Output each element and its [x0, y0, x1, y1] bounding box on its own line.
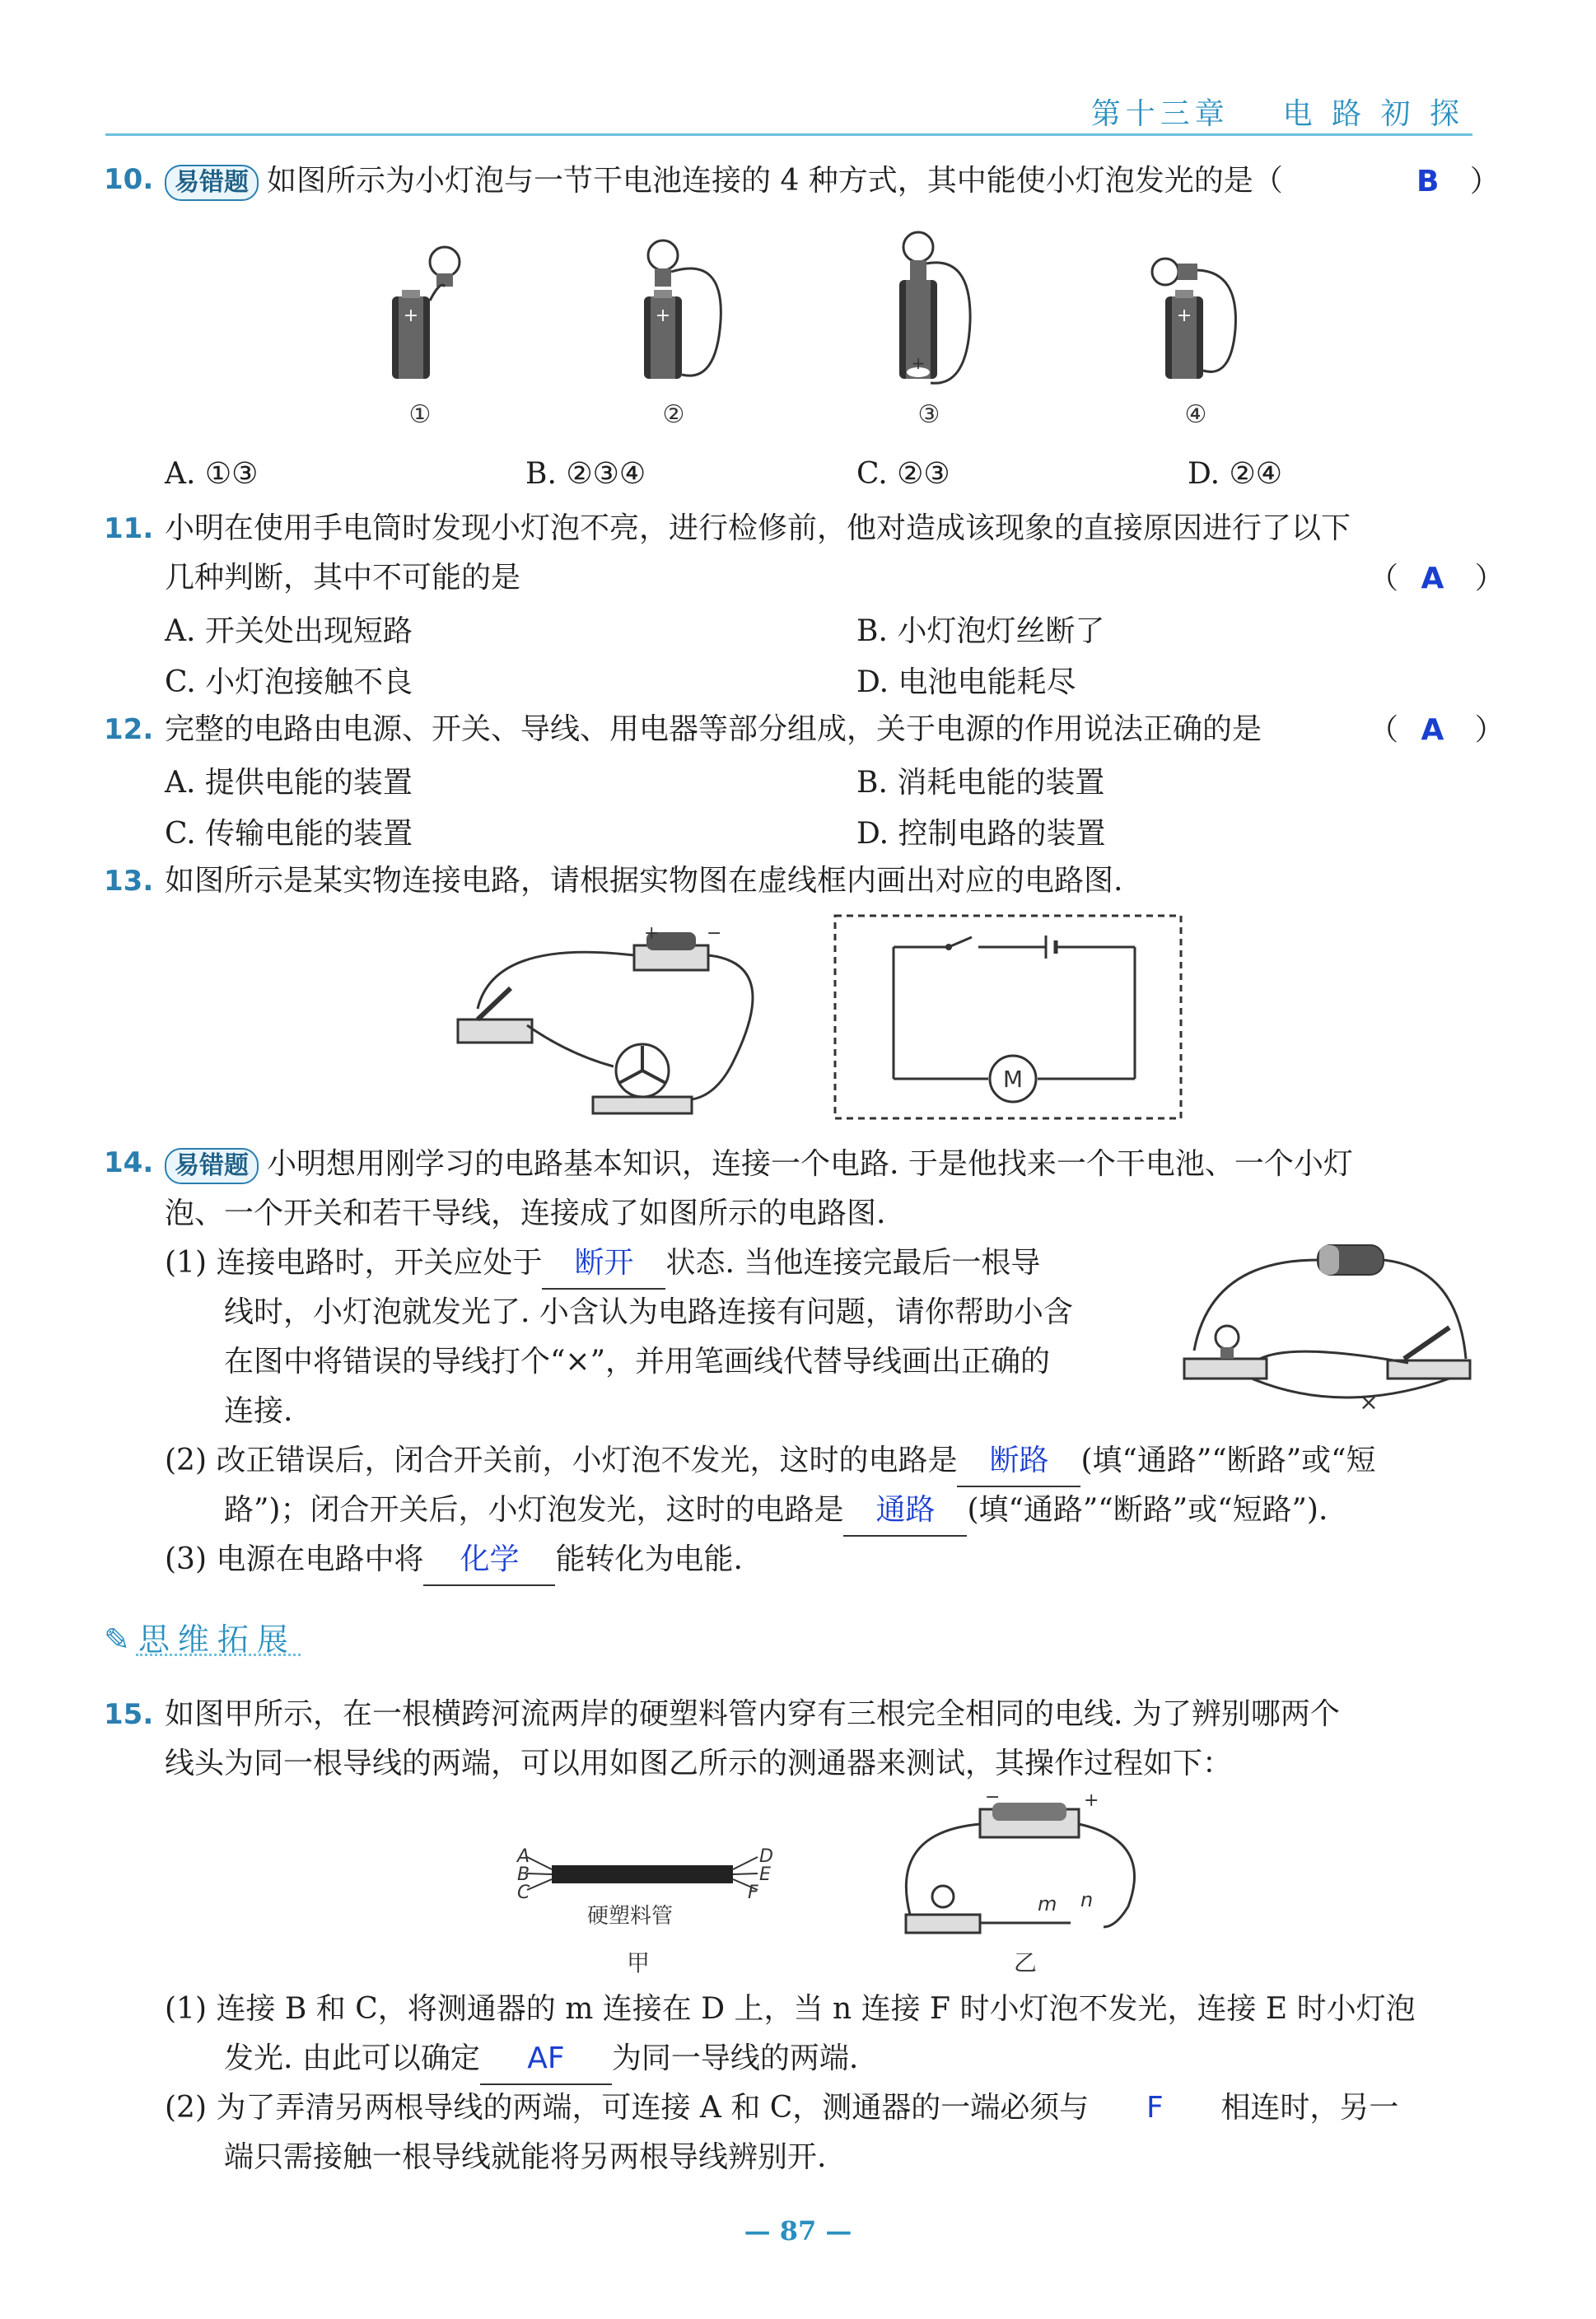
- q15-p2-a: (2) 为了弄清另两根导线的两端，可连接 A 和 C，测通器的一端必须与: [165, 2091, 1090, 2125]
- q12-text: 完整的电路由电源、开关、导线、用电器等部分组成，关于电源的作用说法正确的是: [165, 712, 1262, 746]
- q11-option-a: A. 开关处出现短路: [165, 614, 413, 648]
- q15-number: 15.: [104, 1698, 154, 1731]
- q10-close-paren: ）: [1469, 165, 1500, 198]
- q10-figure: [362, 222, 1318, 436]
- chapter-header: [1091, 91, 1464, 133]
- header-rule: [105, 133, 1472, 136]
- q10-fig2-battery-bulb: [644, 240, 721, 379]
- q14-p1-d: 在图中将错误的导线打个“×”，并用笔画线代替导线画出正确的: [224, 1345, 1050, 1379]
- svg-text:+: +: [911, 353, 926, 373]
- q14-p2-c: 路”)；闭合开关后，小灯泡发光，这时的电路是: [224, 1493, 844, 1527]
- q10-option-a: A. ①③: [165, 457, 259, 491]
- q12-option-b: B. 消耗电能的装置: [856, 766, 1105, 800]
- q13-plus: +: [644, 923, 660, 944]
- q12-answer: A: [1421, 713, 1444, 747]
- q13-text: 如图所示是某实物连接电路，请根据实物图在虚线框内画出对应的电路图.: [165, 864, 1123, 898]
- q14-number: 14.: [104, 1146, 154, 1179]
- q14-p3-a: (3) 电源在电路中将: [165, 1542, 424, 1576]
- q12-close-paren: ）: [1474, 713, 1505, 747]
- q15-part2-line1: [165, 2083, 1398, 2135]
- q15-p1-b: 发光. 由此可以确定: [224, 2041, 480, 2075]
- q15-label-c: C: [517, 1883, 530, 1903]
- q11-option-d: D. 电池电能耗尽: [856, 665, 1076, 699]
- q14-part1-line1: [165, 1239, 1040, 1290]
- q11-open-paren: （: [1369, 562, 1399, 595]
- q14-p1-a: (1) 连接电路时，开关应处于: [165, 1246, 543, 1280]
- q13-figure: [445, 914, 1202, 1128]
- q14-part2-line1: [165, 1436, 1376, 1487]
- q14-cross-mark: ×: [1359, 1388, 1379, 1412]
- q11-answer-slot: [1369, 555, 1505, 597]
- q15-p2-blank: F: [1146, 2091, 1164, 2125]
- q10-fig1-battery-bulb: [392, 247, 460, 379]
- q15-figure: [494, 1791, 1169, 1981]
- q10-badge: 易错题: [165, 165, 259, 201]
- q15-line2: 线头为同一根导线的两端，可以用如图乙所示的测通器来测试，其操作过程如下：: [165, 1747, 1233, 1780]
- q12-number: 12.: [104, 713, 154, 746]
- q15-pipe-label: 硬塑料管: [586, 1904, 674, 1929]
- q14-part3: [165, 1535, 743, 1586]
- q15-plus: +: [1084, 1791, 1099, 1811]
- q15-label-a: A: [517, 1846, 530, 1867]
- svg-text:+: +: [1176, 306, 1192, 326]
- q14-part2-line2: [224, 1486, 1328, 1537]
- q13-schematic-box: [835, 916, 1181, 1118]
- page-number: — 87 —: [744, 2215, 852, 2247]
- svg-text:+: +: [655, 306, 671, 326]
- q14-line2: 泡、一个开关和若干导线，连接成了如图所示的电路图.: [165, 1197, 886, 1230]
- q15-minus: −: [985, 1791, 1001, 1808]
- q10-fig2-label: ②: [662, 400, 685, 429]
- q10-option-d: D. ②④: [1188, 457, 1283, 491]
- q10-answer: B: [1416, 165, 1440, 198]
- q11-option-c: C. 小灯泡接触不良: [165, 665, 413, 699]
- q10-option-b: B. ②③④: [525, 457, 646, 491]
- q14-p2-a: (2) 改正错误后，闭合开关前，小灯泡不发光，这时的电路是: [165, 1444, 958, 1477]
- section-underline: [136, 1654, 301, 1656]
- q10-answer-slot: [1416, 158, 1500, 200]
- q14-p3-blank: 化学: [423, 1535, 555, 1586]
- chapter-number: 第十三章: [1090, 97, 1230, 131]
- q15-line1: 如图甲所示，在一根横跨河流两岸的硬塑料管内穿有三根完全相同的电线. 为了辨别哪两个: [165, 1697, 1340, 1731]
- q15-n-label: n: [1080, 1888, 1094, 1911]
- q15-p2-c: 端只需接触一根导线就能将另两根导线辨别开.: [224, 2140, 827, 2174]
- q11-number: 11.: [104, 512, 154, 545]
- q14-figure: [1178, 1227, 1482, 1412]
- q14-p1-c: 线时，小灯泡就发光了. 小含认为电路连接有问题，请你帮助小含: [224, 1295, 1073, 1329]
- page-number-value: 87: [779, 2215, 817, 2247]
- q14-p2-b: (填“通路”“断路”或“短: [1080, 1444, 1376, 1477]
- q10-number: 10.: [104, 163, 154, 196]
- q14-p1-blank: 断开: [542, 1239, 665, 1290]
- q14-p2-d: (填“通路”“断路”或“短路”).: [967, 1493, 1328, 1527]
- q14-p1-b: 状态. 当他连接完最后一根导: [665, 1246, 1041, 1280]
- q12-answer-slot: [1369, 707, 1505, 749]
- q15-fig-jia: [516, 1846, 773, 1976]
- pencil-icon: ✎: [104, 1621, 138, 1658]
- q15-label-f: F: [748, 1883, 758, 1903]
- q10-fig3-label: ③: [917, 400, 940, 429]
- q15-p1-c: 为同一导线的两端.: [611, 2041, 859, 2075]
- q13-physical-circuit: [458, 923, 753, 1113]
- q10-stem: [165, 156, 1283, 206]
- q15-part1-line2: [224, 2034, 858, 2085]
- q10-fig3-battery-bulb: [899, 232, 970, 383]
- q14-p3-b: 能转化为电能.: [555, 1542, 743, 1576]
- q15-p2-b: 相连时，另一: [1220, 2091, 1399, 2125]
- q13-number: 13.: [104, 865, 154, 898]
- q11-option-b: B. 小灯泡灯丝断了: [856, 614, 1105, 648]
- q15-fig-yi: [906, 1791, 1135, 1976]
- q15-p1-a: (1) 连接 B 和 C，将测通器的 m 连接在 D 上，当 n 连接 F 时小灯泡不发光，连接 E 时小灯泡: [165, 1992, 1416, 2026]
- q15-label-e: E: [759, 1864, 771, 1885]
- q13-minus: −: [707, 923, 722, 944]
- chapter-title: 电 路 初 探: [1282, 97, 1464, 131]
- q12-open-paren: （: [1369, 713, 1399, 747]
- q15-label-d: D: [759, 1846, 773, 1867]
- q14-line1-row: [165, 1140, 1353, 1189]
- section-header: [104, 1614, 296, 1659]
- q10-fig4-battery-bulb: [1152, 259, 1235, 379]
- q11-line2: 几种判断，其中不可能的是: [165, 561, 521, 595]
- q15-m-label: m: [1038, 1892, 1057, 1915]
- q15-p1-blank: AF: [480, 2034, 612, 2085]
- q11-answer: A: [1421, 562, 1444, 595]
- q11-line1: 小明在使用手电筒时发现小灯泡不亮，进行检修前，他对造成该现象的直接原因进行了以下: [165, 511, 1351, 545]
- q11-close-paren: ）: [1474, 562, 1505, 595]
- q14-line1: 小明想用刚学习的电路基本知识，连接一个电路. 于是他找来一个干电池、一个小灯: [267, 1147, 1353, 1181]
- q10-fig4-label: ④: [1184, 400, 1207, 429]
- q14-p1-e: 连接.: [224, 1394, 293, 1428]
- q12-option-a: A. 提供电能的装置: [165, 766, 413, 800]
- q15-caption-yi: 乙: [1013, 1949, 1038, 1976]
- q15-caption-jia: 甲: [626, 1949, 651, 1976]
- q12-option-d: D. 控制电路的装置: [856, 817, 1106, 851]
- q10-text: 如图所示为小灯泡与一节干电池连接的 4 种方式，其中能使小灯泡发光的是（: [267, 164, 1283, 198]
- q14-p2-blank2: 通路: [843, 1486, 967, 1537]
- q10-option-c: C. ②③: [856, 457, 950, 491]
- q14-p2-blank1: 断路: [957, 1436, 1080, 1487]
- q10-fig1-label: ①: [408, 400, 432, 429]
- q14-badge: 易错题: [165, 1148, 259, 1184]
- q15-label-b: B: [517, 1864, 530, 1885]
- svg-text:+: +: [403, 306, 419, 326]
- section-title: 思维拓展: [138, 1621, 296, 1658]
- q12-option-c: C. 传输电能的装置: [165, 817, 413, 851]
- q13-motor-label: M: [1002, 1066, 1024, 1093]
